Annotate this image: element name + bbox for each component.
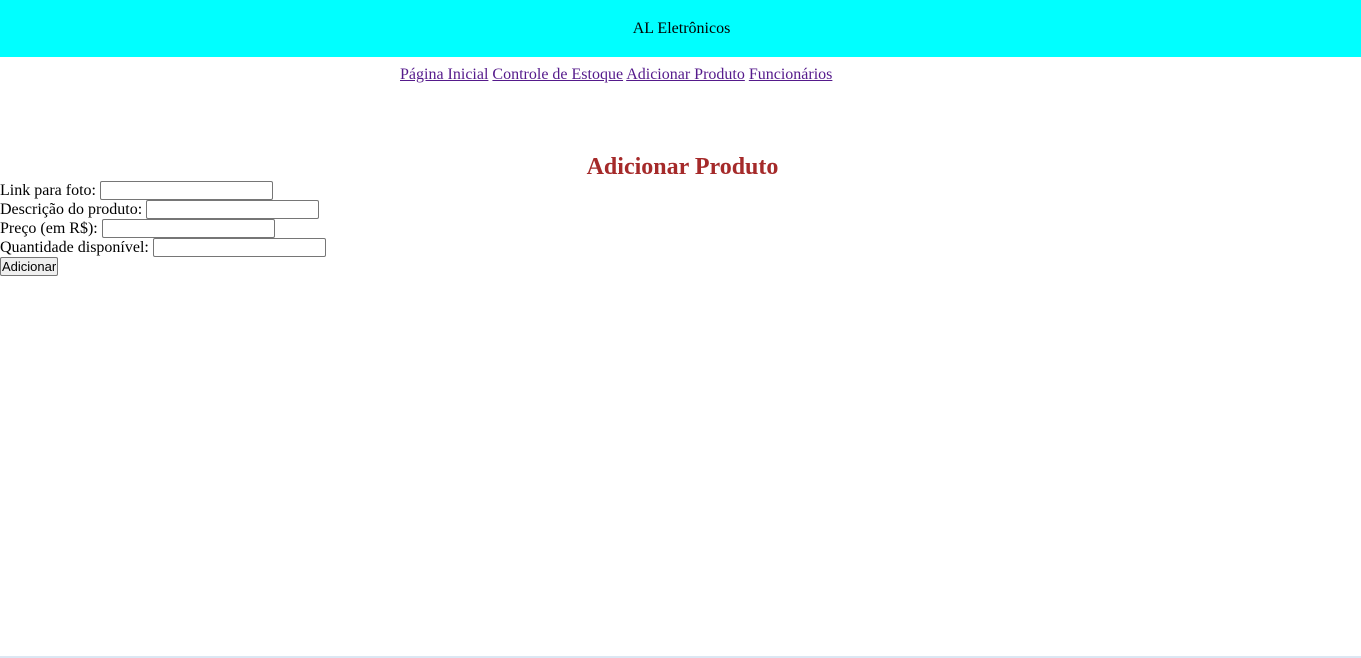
description-label: Descrição do produto: xyxy=(0,201,143,218)
description-input[interactable] xyxy=(146,200,319,219)
nav-link-employees[interactable]: Funcionários xyxy=(748,66,833,83)
quantity-label: Quantidade disponível: xyxy=(0,239,149,256)
form-row-description xyxy=(0,200,326,219)
photo-link-input[interactable] xyxy=(100,181,273,200)
photo-link-label: Link para foto: xyxy=(0,182,96,199)
price-input[interactable] xyxy=(102,219,275,238)
page-title: Adicionar Produto xyxy=(586,154,779,180)
site-header xyxy=(0,0,1361,57)
nav-link-add-product[interactable]: Adicionar Produto xyxy=(626,66,745,83)
site-title: AL Eletrônicos xyxy=(632,19,731,37)
main-nav xyxy=(400,66,832,84)
nav-link-stock-control[interactable]: Controle de Estoque xyxy=(492,66,624,83)
quantity-input[interactable] xyxy=(153,238,326,257)
form-row-price xyxy=(0,219,326,238)
form-submit-row xyxy=(0,257,326,276)
form-row-photo-link xyxy=(0,181,326,200)
add-button[interactable]: Adicionar xyxy=(2,259,57,274)
form-row-quantity xyxy=(0,238,326,257)
price-label: Preço (em R$): xyxy=(0,220,98,237)
nav-link-home[interactable]: Página Inicial xyxy=(400,66,489,83)
add-product-form xyxy=(0,181,326,276)
